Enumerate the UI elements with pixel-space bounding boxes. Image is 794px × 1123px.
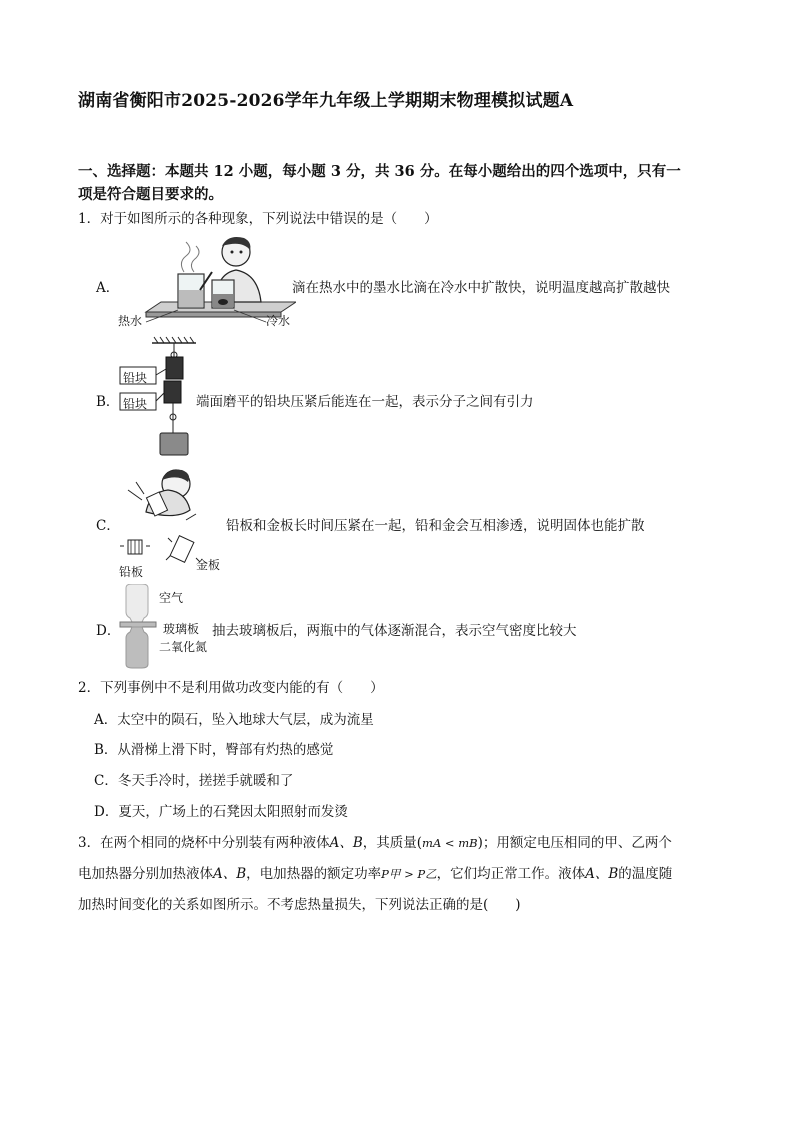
label-air: 空气: [159, 591, 184, 605]
air-bottle: [126, 584, 148, 622]
section-heading-line1: 一、选择题：本题共 12 小题，每小题 3 分，共 36 分。在每小题给出的四个选项中，只有一: [78, 163, 681, 180]
label-hot-water: 热水: [118, 314, 143, 328]
q3-line2-part-f: 的温度随: [618, 866, 673, 882]
q3-line1-part-c: ，其质量(: [362, 835, 423, 851]
nitrogen-dioxide-bottle: [126, 627, 148, 668]
glass-plate: [120, 622, 156, 627]
q3-line1-liquids: A、B: [329, 835, 363, 851]
q1-option-c-letter: C．: [96, 518, 120, 534]
q3-power-inequality: P甲 > P乙: [381, 867, 437, 881]
question-1-stem: 1．对于如图所示的各种现象，下列说法中错误的是（ ）: [78, 211, 438, 227]
q3-line1-part-d: )；用额定电压相同的甲、乙两个: [477, 835, 672, 851]
lead-block-bottom: [164, 381, 181, 403]
q1-option-c-text: 铅板和金板长时间压紧在一起，铅和金会互相渗透，说明固体也能扩散: [226, 518, 645, 534]
q2-option-d: D．夏天，广场上的石凳因太阳照射而发烫: [94, 804, 348, 820]
question-3-line-2: [78, 862, 672, 882]
q1-option-a-letter: A．: [96, 280, 120, 296]
q3-line1-part-a: 3．在两个相同的烧杯中分别装有两种液体: [78, 835, 330, 851]
label-cold-water: 冷水: [266, 314, 291, 328]
q1-option-d-text: 抽去玻璃板后，两瓶中的气体逐渐混合，表示空气密度比较大: [212, 623, 577, 639]
q3-line2-part-a: 电加热器分别加热液体: [78, 866, 213, 882]
q2-option-b: B．从滑梯上滑下时，臀部有灼热的感觉: [94, 742, 334, 758]
page-title: 湖南省衡阳市2025-2026学年九年级上学期期末物理模拟试题A: [78, 91, 574, 111]
q2-option-a: A．太空中的陨石，坠入地球大气层，成为流星: [94, 712, 374, 728]
question-3-line-3: 加热时间变化的关系如图所示。不考虑热量损失，下列说法正确的是( ): [78, 897, 521, 913]
q1-option-b-letter: B．: [96, 394, 120, 410]
gold-plate: [170, 536, 194, 563]
q3-mass-inequality: mA < mB: [422, 836, 478, 850]
question-3-line-1: [78, 831, 672, 851]
q3-line2-liquids-2: A、B: [585, 866, 619, 882]
section-heading-line2: 项是符合题目要求的。: [78, 186, 223, 203]
label-lead-block-2: 铅块: [123, 397, 148, 411]
hanging-weight: [160, 433, 188, 455]
q1-option-b-text: 端面磨平的铅块压紧后能连在一起，表示分子之间有引力: [196, 394, 534, 410]
lead-block-top: [166, 357, 183, 379]
label-lead-plate: 铅板: [119, 565, 144, 579]
q3-line2-part-c: ，电加热器的额定功率: [246, 866, 382, 882]
label-glass-plate: 玻璃板: [163, 622, 200, 636]
q1-option-d-letter: D．: [96, 623, 121, 639]
label-gold-plate: 金板: [196, 558, 221, 572]
q3-line2-part-d: ，它们均正常工作。液体: [436, 866, 586, 882]
question-2-stem: 2．下列事例中不是利用做功改变内能的有（ ）: [78, 680, 384, 696]
q2-option-c: C．冬天手冷时，搓搓手就暖和了: [94, 773, 294, 789]
q3-line2-liquids: A、B: [213, 866, 247, 882]
q1-option-a-text: 滴在热水中的墨水比滴在冷水中扩散快，说明温度越高扩散越快: [292, 280, 670, 296]
label-nitrogen-dioxide: 二氧化氮: [159, 640, 208, 654]
label-lead-block-1: 铅块: [123, 371, 148, 385]
